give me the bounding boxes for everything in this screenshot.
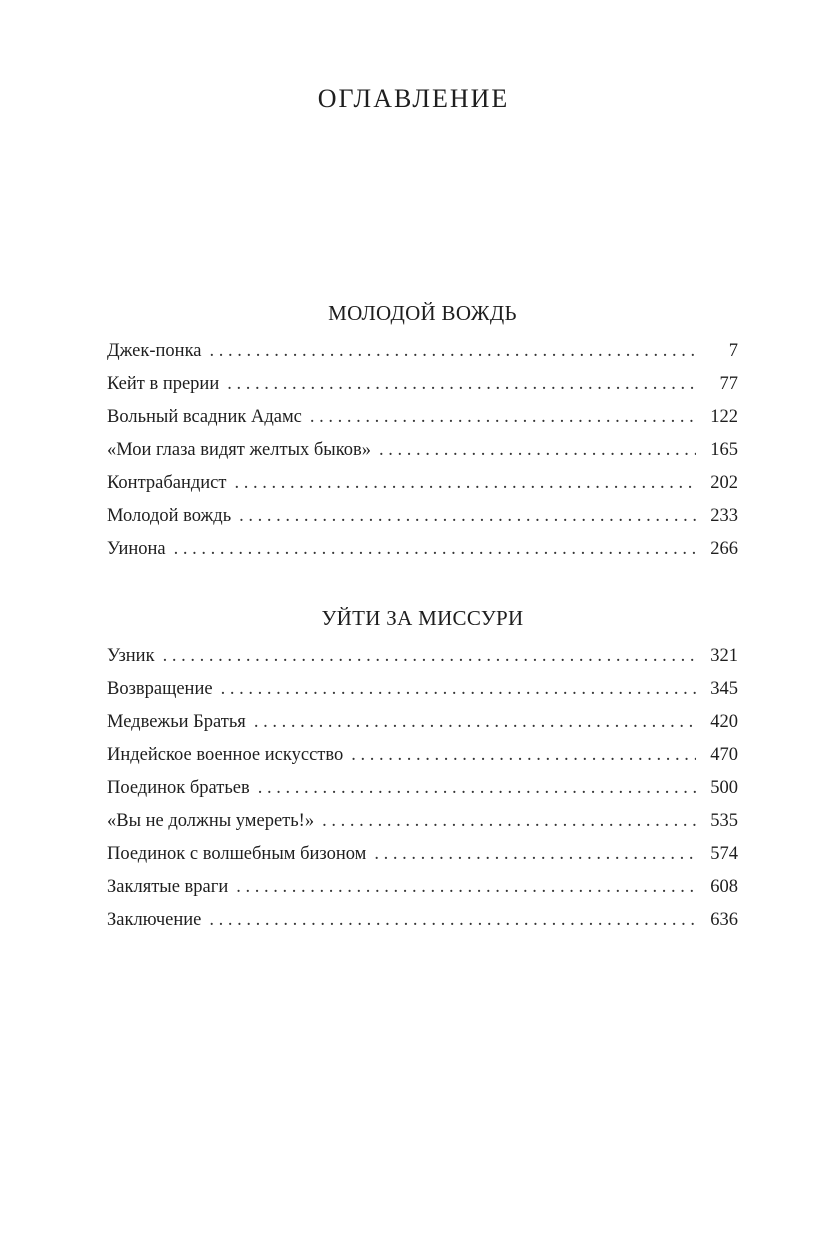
toc-page-number: 202 xyxy=(710,473,738,493)
toc-entry xyxy=(107,500,738,533)
toc-section-young-chief xyxy=(107,298,738,566)
toc-entry-label: Возвращение xyxy=(107,679,213,699)
toc-entry xyxy=(107,335,738,368)
toc-page-number: 7 xyxy=(728,341,738,361)
toc-list xyxy=(107,640,738,937)
toc-page-number: 608 xyxy=(710,877,738,897)
toc-page-number: 77 xyxy=(719,374,738,394)
dot-leader xyxy=(254,706,696,739)
dot-leader xyxy=(351,739,696,772)
dot-leader xyxy=(379,434,696,467)
toc-entry xyxy=(107,871,738,904)
toc-entry-label: Индейское военное искусство xyxy=(107,745,344,765)
toc-entry xyxy=(107,640,738,673)
section-title: УЙТИ ЗА МИССУРИ xyxy=(321,606,524,630)
toc-page-number: 122 xyxy=(710,407,738,427)
toc-page-number: 165 xyxy=(710,440,738,460)
toc-list xyxy=(107,335,738,566)
toc-entry xyxy=(107,467,738,500)
toc-entry-label: Вольный всадник Адамс xyxy=(107,407,302,427)
dot-leader xyxy=(221,673,696,706)
toc-entry xyxy=(107,434,738,467)
toc-entry xyxy=(107,838,738,871)
toc-page-number: 233 xyxy=(710,506,738,526)
dot-leader xyxy=(234,467,696,500)
toc-entry xyxy=(107,706,738,739)
toc-entry-label: Заклятые враги xyxy=(107,877,229,897)
toc-entry xyxy=(107,739,738,772)
page-title: ОГЛАВЛЕНИЕ xyxy=(317,84,510,113)
toc-entry xyxy=(107,805,738,838)
toc-page-number: 470 xyxy=(710,745,738,765)
dot-leader xyxy=(163,640,696,673)
dot-leader xyxy=(227,368,696,401)
dot-leader xyxy=(239,500,696,533)
dot-leader xyxy=(174,533,696,566)
toc-entry-label: Джек-понка xyxy=(107,341,202,361)
toc-entry-label: Узник xyxy=(107,646,155,666)
toc-page-number: 500 xyxy=(710,778,738,798)
dot-leader xyxy=(210,335,697,368)
toc-entry-label: Поединок с волшебным бизоном xyxy=(107,844,367,864)
toc-page-number: 574 xyxy=(710,844,738,864)
dot-leader xyxy=(236,871,696,904)
toc-entry xyxy=(107,904,738,937)
toc-entry-label: «Мои глаза видят желтых быков» xyxy=(107,440,372,460)
toc-entry xyxy=(107,533,738,566)
toc-entry-label: Медвежьи Братья xyxy=(107,712,246,732)
section-title: МОЛОДОЙ ВОЖДЬ xyxy=(328,301,517,325)
toc-entry xyxy=(107,673,738,706)
toc-entry-label: Уинона xyxy=(107,539,166,559)
toc-page-number: 321 xyxy=(710,646,738,666)
toc-page-number: 636 xyxy=(710,910,738,930)
toc-page-number: 535 xyxy=(710,811,738,831)
toc-page-number: 266 xyxy=(710,539,738,559)
toc-entry-label: Контрабандист xyxy=(107,473,227,493)
toc-entry-label: Молодой вождь xyxy=(107,506,232,526)
toc-entry xyxy=(107,368,738,401)
dot-leader xyxy=(258,772,696,805)
dot-leader xyxy=(322,805,696,838)
toc-page-number: 420 xyxy=(710,712,738,732)
toc-entry xyxy=(107,401,738,434)
toc-entry-label: Кейт в прерии xyxy=(107,374,220,394)
toc-entry-label: «Вы не должны умереть!» xyxy=(107,811,315,831)
dot-leader xyxy=(310,401,696,434)
toc-section-beyond-missouri xyxy=(107,603,738,937)
dot-leader xyxy=(374,838,696,871)
toc-entry xyxy=(107,772,738,805)
toc-entry-label: Заключение xyxy=(107,910,202,930)
toc-page-number: 345 xyxy=(710,679,738,699)
toc-entry-label: Поединок братьев xyxy=(107,778,250,798)
dot-leader xyxy=(209,904,696,937)
